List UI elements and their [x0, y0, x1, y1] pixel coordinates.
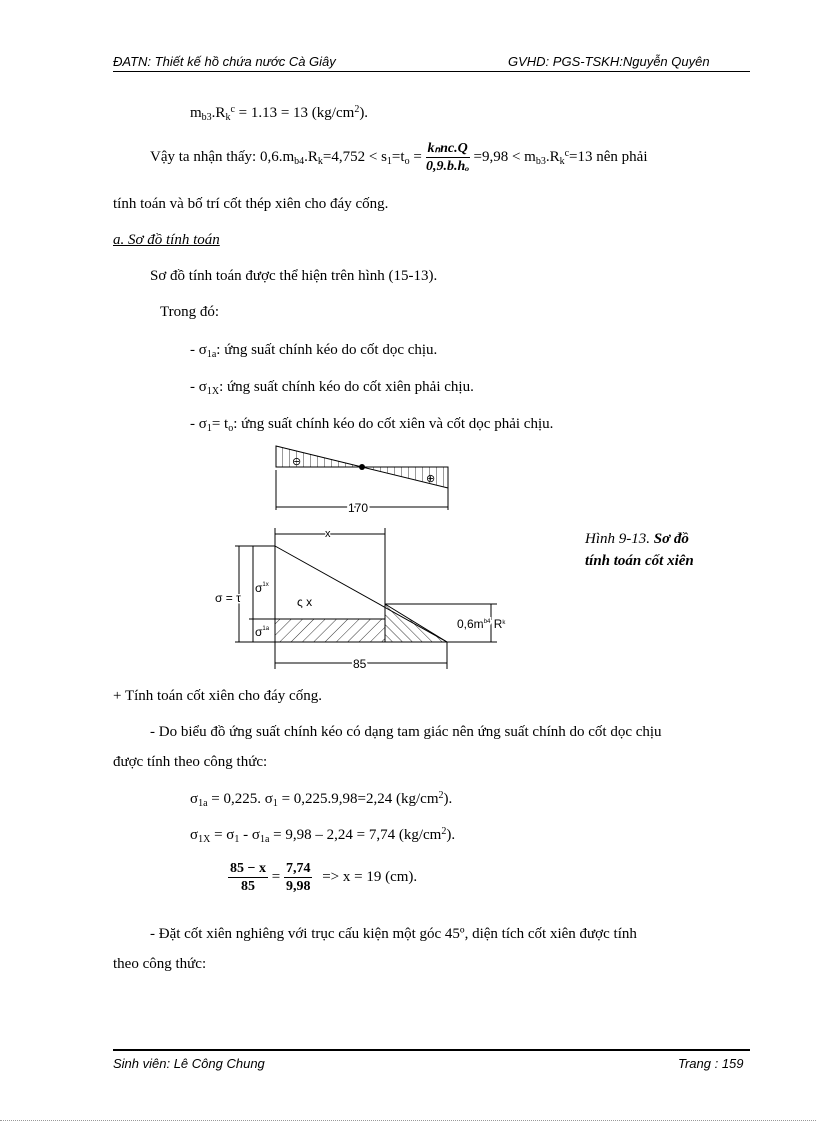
- bullet-sigma-1a: - $\sigma_{1a}$: ứng suất chính kéo do cốt dọc chịu.: [190, 342, 438, 360]
- figure-caption: Hình 9-13. Sơ đồ tính toán cốt xiên: [585, 531, 694, 569]
- paragraph-bent-bar-2: theo công thức:: [113, 956, 207, 972]
- paragraph-triangle-1: - Do biểu đồ ứng suất chính kéo có dạng tam giác nên ứng suất chính do cốt dọc chịu: [150, 724, 662, 740]
- equation-ratio: $\frac{85 - x}{85}$ = $\frac{7,74}{9,98}$ => x = 19 (cm).: [230, 861, 418, 894]
- label-06mb4rk: $0,6m^{b4}$ $R^k$: [457, 617, 506, 631]
- footer-right: Trang : 159: [678, 1056, 744, 1071]
- paragraph-triangle-2: được tính theo công thức:: [113, 754, 268, 770]
- dim-85: 85: [353, 657, 367, 671]
- header-right: GVHD: PGS-TSKH:Nguyễn Quyên: [508, 54, 710, 69]
- paragraph-conclusion-cont: tính toán và bố trí cốt thép xiên cho đáy cống.: [113, 196, 389, 212]
- label-sigma-1x: $\sigma^{1x}$: [255, 581, 269, 595]
- plus-heading: + Tính toán cốt xiên cho đáy cống.: [113, 688, 322, 704]
- header-rule: [113, 71, 750, 72]
- stress-diagram-top: [268, 440, 458, 520]
- minus-sign: ⊖: [292, 456, 302, 468]
- header-left: ĐATN: Thiết kế hồ chứa nước Cà Giây: [113, 54, 336, 69]
- paragraph-bent-bar-1: - Đặt cốt xiên nghiêng với trục cấu kiện một góc 45º, diện tích cốt xiên được tính: [150, 926, 637, 942]
- footer-left: Sinh viên: Lê Công Chung: [113, 1056, 265, 1071]
- plus-sign: ⊕: [426, 473, 436, 485]
- section-heading: a. Sơ đồ tính toán: [113, 232, 220, 248]
- fraction-shear: $\frac{\text{kₙnc.Q}}{\text{0,9.b.hₒ}}$: [425, 141, 470, 174]
- label-sigma-tau: σ = τ: [215, 591, 241, 605]
- dim-170: 170: [348, 501, 369, 515]
- bullet-sigma-1: - $\sigma_1= t_o$: ứng suất chính kéo do cốt xiên và cốt dọc phải chịu.: [190, 416, 554, 434]
- paragraph-conclusion: Vậy ta nhận thấy: $0,6.m_{b4}.R_k=4,752 < s_1=t_o$ = $\frac{\text{kₙnc.Q}}{\text{0,9.b.hₒ}}$ $=9,98 < m_{b3}.R_k^c=13$ nên phải: [150, 141, 648, 174]
- page-edge: [0, 1120, 816, 1121]
- equation-sigma-1x: $\sigma_{1X} = \sigma_1 - \sigma_{1a} = 9,98 - 2,24 = 7,74$ $(kg/cm^2)$.: [190, 826, 456, 845]
- neutral-point: [359, 464, 365, 470]
- bullet-sigma-1x: - $\sigma_{1X}$: ứng suất chính kéo do cốt xiên phải chịu.: [190, 379, 474, 397]
- equation-sigma-1a: $\sigma_{1a} = 0,225$. $\sigma_1 = 0,225.9,98=2,24$ $(kg/cm^2)$.: [190, 790, 453, 809]
- dim-x: x: [325, 528, 331, 540]
- stress-diagram-bottom: [205, 524, 550, 674]
- formula-line-1: $m_{b3}.R_k^c = 1.13 = 13$ $(kg/cm^2)$.: [190, 104, 369, 123]
- paragraph-scheme: Sơ đồ tính toán được thể hiện trên hình (15-13).: [150, 268, 438, 284]
- trong-do-label: Trong đó:: [160, 304, 220, 320]
- footer-rule: [113, 1049, 750, 1051]
- label-zeta-x: ς x: [297, 595, 313, 609]
- label-sigma-1a: $\sigma^{1a}$: [255, 625, 270, 639]
